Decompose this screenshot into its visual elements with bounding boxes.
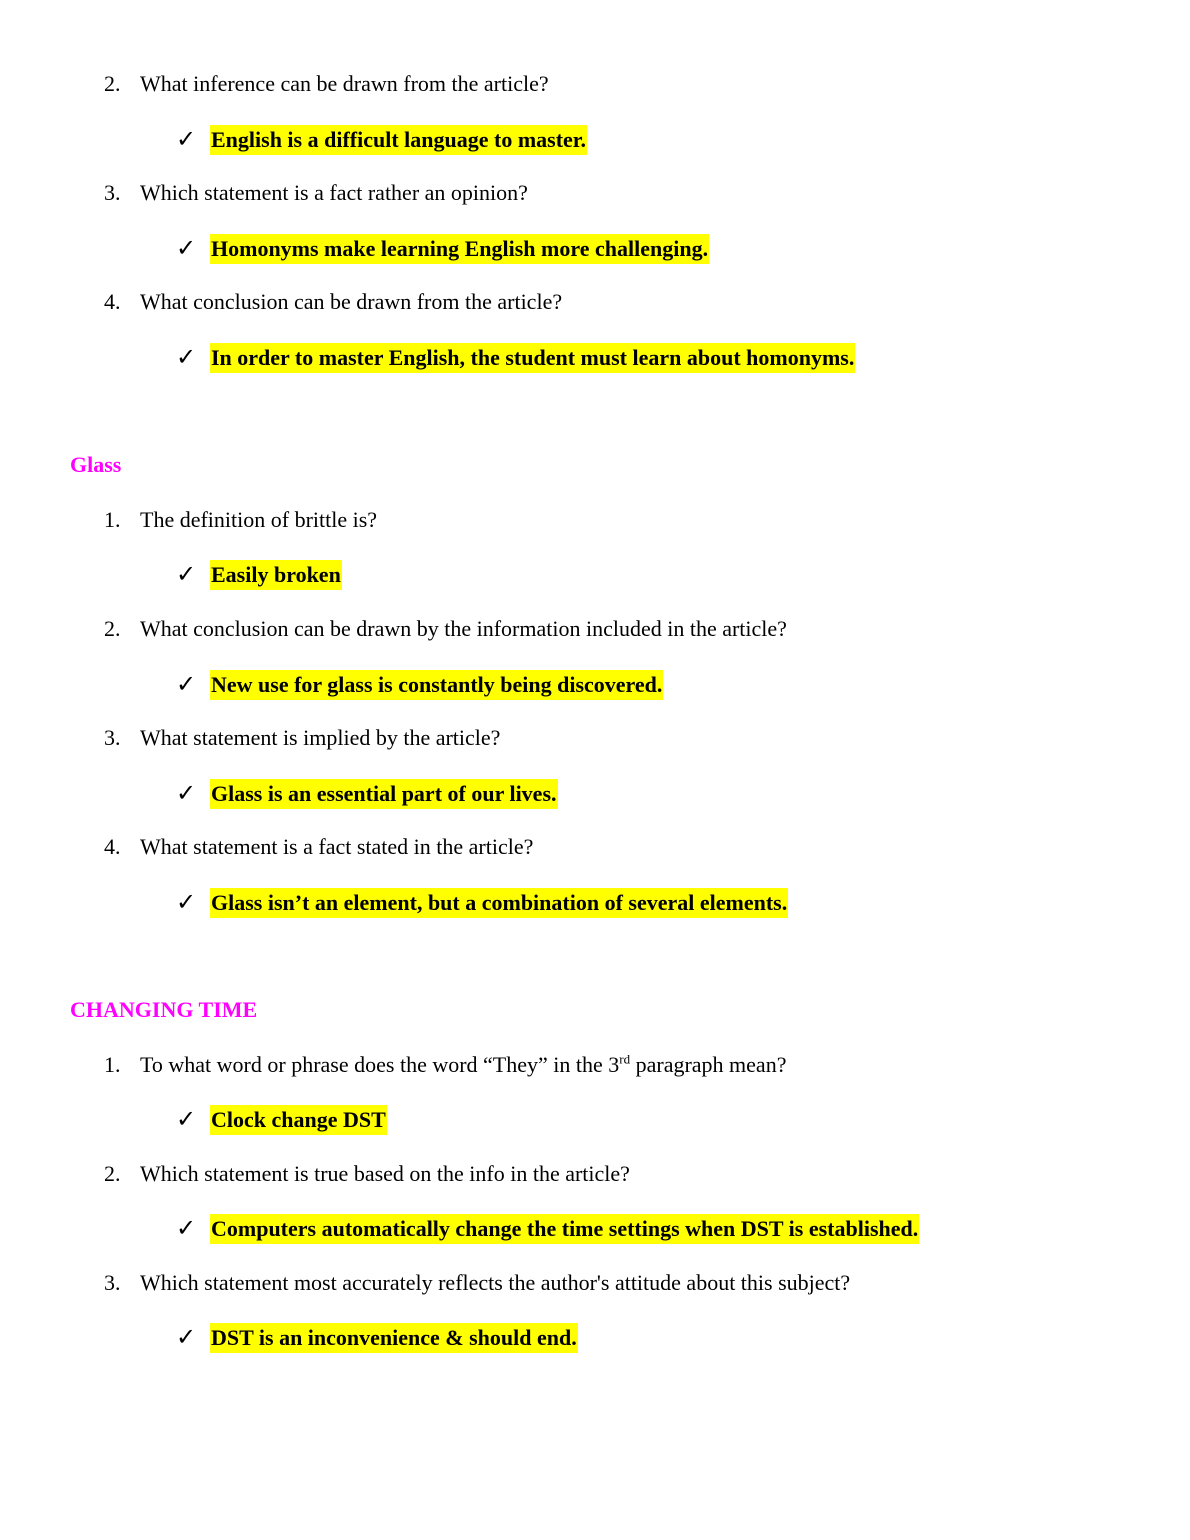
check-mark-icon: ✓ <box>176 125 197 153</box>
question-number: 3. <box>104 180 121 205</box>
highlighted-answer: DST is an inconvenience & should end. <box>210 1323 578 1353</box>
answer-changing-time-1 <box>176 1106 387 1133</box>
answer-changing-time-2 <box>176 1215 919 1242</box>
question-glass-1 <box>104 507 377 533</box>
question-number: 1. <box>104 507 121 532</box>
question-glass-2 <box>104 616 787 642</box>
question-number: 3. <box>104 725 121 750</box>
question-homonyms-2 <box>104 71 549 97</box>
question-glass-4 <box>104 834 533 860</box>
question-text-start: To what word or phrase does the word “They” in the 3 <box>140 1052 620 1077</box>
question-text: Which statement is a fact rather an opinion? <box>140 180 528 205</box>
check-mark-icon: ✓ <box>176 670 197 698</box>
highlighted-answer: In order to master English, the student must learn about homonyms. <box>210 343 855 373</box>
answer-glass-3 <box>176 780 558 807</box>
question-text: What conclusion can be drawn by the information included in the article? <box>140 616 787 641</box>
question-homonyms-4 <box>104 289 562 315</box>
section-heading-changing-time: CHANGING TIME <box>70 997 258 1022</box>
check-mark-icon: ✓ <box>176 343 197 371</box>
question-number: 2. <box>104 71 121 96</box>
question-number: 4. <box>104 289 121 314</box>
check-mark-icon: ✓ <box>176 888 197 916</box>
question-number: 4. <box>104 834 121 859</box>
highlighted-answer: Clock change DST <box>210 1105 387 1135</box>
highlighted-answer: Computers automatically change the time settings when DST is established. <box>210 1214 919 1244</box>
question-changing-time-3 <box>104 1270 850 1296</box>
answer-changing-time-3 <box>176 1324 578 1351</box>
question-changing-time-2 <box>104 1161 630 1187</box>
check-mark-icon: ✓ <box>176 560 197 588</box>
question-number: 2. <box>104 616 121 641</box>
question-number: 2. <box>104 1161 121 1186</box>
question-homonyms-3 <box>104 180 528 206</box>
check-mark-icon: ✓ <box>176 1214 197 1242</box>
check-mark-icon: ✓ <box>176 1105 197 1133</box>
question-text: What statement is a fact stated in the article? <box>140 834 534 859</box>
answer-glass-4 <box>176 889 788 916</box>
answer-homonyms-3 <box>176 235 709 262</box>
check-mark-icon: ✓ <box>176 1323 197 1351</box>
answer-homonyms-2 <box>176 126 587 153</box>
ordinal-superscript: rd <box>619 1051 631 1067</box>
highlighted-answer: Homonyms make learning English more challenging. <box>210 234 709 264</box>
question-text-end: paragraph mean? <box>630 1052 787 1077</box>
question-text: Which statement most accurately reflects the author's attitude about this subject? <box>140 1270 851 1295</box>
highlighted-answer: New use for glass is constantly being discovered. <box>210 670 663 700</box>
question-number: 3. <box>104 1270 121 1295</box>
question-number: 1. <box>104 1052 121 1077</box>
question-text: What statement is implied by the article? <box>140 725 501 750</box>
highlighted-answer: English is a difficult language to master. <box>210 125 587 155</box>
question-text: What conclusion can be drawn from the article? <box>140 289 563 314</box>
highlighted-answer: Easily broken <box>210 560 342 590</box>
check-mark-icon: ✓ <box>176 779 197 807</box>
question-text: Which statement is true based on the info in the article? <box>140 1161 630 1186</box>
answer-homonyms-4 <box>176 344 855 371</box>
highlighted-answer: Glass isn’t an element, but a combination of several elements. <box>210 888 788 918</box>
section-heading-glass: Glass <box>70 452 122 477</box>
check-mark-icon: ✓ <box>176 234 197 262</box>
question-text: The definition of brittle is? <box>140 507 378 532</box>
question-glass-3 <box>104 725 500 751</box>
answer-glass-2 <box>176 671 663 698</box>
question-changing-time-1 <box>104 1052 786 1078</box>
highlighted-answer: Glass is an essential part of our lives. <box>210 779 558 809</box>
answer-glass-1 <box>176 561 342 588</box>
question-text: What inference can be drawn from the article? <box>140 71 549 96</box>
